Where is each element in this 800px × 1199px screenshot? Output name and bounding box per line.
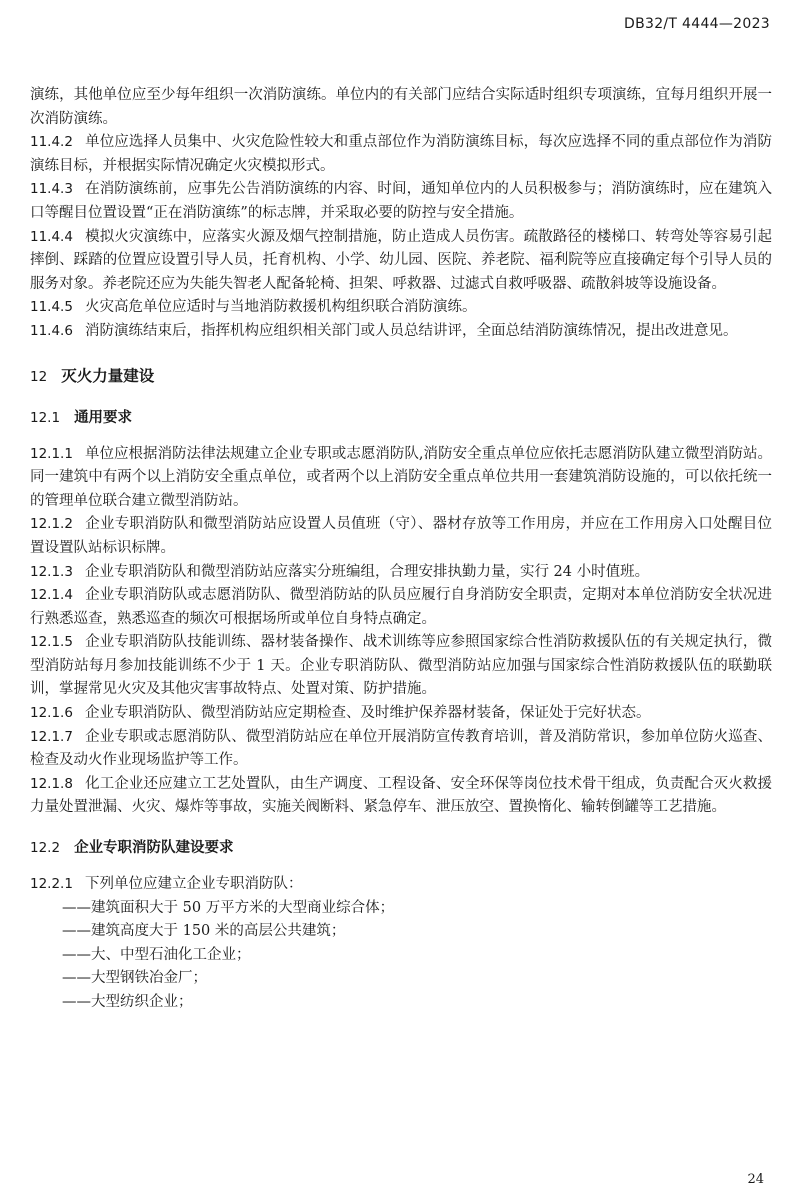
section-number: 12 (30, 368, 48, 385)
standard-code: DB32/T 4444—2023 (624, 16, 770, 32)
clause-number: 11.4.5 (30, 299, 73, 316)
section-number: 12.1 (30, 409, 61, 426)
section-number: 12.2 (30, 840, 61, 857)
clause-number: 11.4.3 (30, 181, 73, 198)
list-item: ——大型钢铁冶金厂； (62, 970, 207, 987)
clause-11-4-6: 11.4.6 消防演练结束后，指挥机构应组织相关部门或人员总结讲评，全面总结消防演练情况，提出改进意见。 (30, 320, 772, 344)
clause-number: 12.1.6 (30, 705, 73, 722)
list-item: ——建筑高度大于 150 米的高层公共建筑； (62, 923, 346, 940)
clause-number: 11.4.4 (30, 228, 73, 245)
clause-number: 12.1.1 (30, 445, 73, 462)
clause-11-4-3: 11.4.3 在消防演练前，应事先公告消防演练的内容、时间，通知单位内的人员积极参与；消防演练时，应在建筑入口等醒目位置设置“正在消防演练”的标志牌，并采取必要的防控与安全措施。 (30, 178, 772, 225)
clause-number: 12.1.5 (30, 634, 73, 651)
clause-number: 12.1.8 (30, 775, 73, 792)
clause-12-1-2: 12.1.2 企业专职消防队和微型消防站应设置人员值班（守）、器材存放等工作用房，并应在工作用房入口处醒目位置设置队站标识标牌。 (30, 513, 772, 560)
list-item: ——大、中型石油化工企业； (62, 946, 251, 963)
clause-12-1-3: 12.1.3 企业专职消防队和微型消防站应落实分班编组，合理安排执勤力量，实行 24 小时值班。 (30, 561, 772, 585)
subsection-heading-12-1: 12.1 通用要求 (30, 409, 133, 426)
document-body (30, 84, 772, 1015)
clause-number: 12.1.7 (30, 728, 73, 745)
clause-11-4-5: 11.4.5 火灾高危单位应适时与当地消防救援机构组织联合消防演练。 (30, 296, 772, 320)
clause-number: 12.1.2 (30, 516, 73, 533)
subsection-heading-12-2: 12.2 企业专职消防队建设要求 (30, 840, 234, 857)
clause-12-2-1: 12.2.1 下列单位应建立企业专职消防队： (30, 873, 772, 897)
clause-number: 11.4.6 (30, 322, 73, 339)
clause-11-4-2: 11.4.2 单位应选择人员集中、火灾危险性较大和重点部位作为消防演练目标，每次应选择不同的重点部位作为消防演练目标，并根据实际情况确定火灾模拟形式。 (30, 131, 772, 178)
clause-12-1-7: 12.1.7 企业专职或志愿消防队、微型消防站应在单位开展消防宣传教育培训，普及消防常识，参加单位防火巡查、检查及动火作业现场监护等工作。 (30, 726, 772, 773)
clause-11-4-4: 11.4.4 模拟火灾演练中，应落实火源及烟气控制措施，防止造成人员伤害。疏散路径的楼梯口、转弯处等容易引起摔倒、踩踏的位置应设置引导人员，托育机构、小学、幼儿园、医院、养老院、福利院等应直接确定每个引导人员的服务对象。养老院还应为失能失智老人配备轮椅、担架、呼救器、过滤式自救呼吸器、疏散斜坡等设施设备。 (30, 226, 772, 297)
clause-12-1-5: 12.1.5 企业专职消防队技能训练、器材装备操作、战术训练等应参照国家综合性消防救援队伍的有关规定执行，微型消防站每月参加技能训练不少于 1 天。企业专职消防队、微型消防站应加强与国家综合性消防救援队伍的联勤联训，掌握常见火灾及其他灾害事故特点、处置对策、防护措施。 (30, 631, 772, 702)
list-item: ——建筑面积大于 50 万平方米的大型商业综合体； (62, 899, 395, 916)
clause-number: 12.2.1 (30, 876, 73, 893)
clause-number: 12.1.3 (30, 563, 73, 580)
section-heading-12: 12 灭火力量建设 (30, 366, 155, 385)
paragraph-continued: 演练，其他单位应至少每年组织一次消防演练。单位内的有关部门应结合实际适时组织专项演练，宜每月组织开展一次消防演练。 (30, 87, 772, 127)
clause-12-1-4: 12.1.4 企业专职消防队或志愿消防队、微型消防站的队员应履行自身消防安全职责，定期对本单位消防安全状况进行熟悉巡查，熟悉巡查的频次可根据场所或单位自身特点确定。 (30, 584, 772, 631)
clause-12-1-8: 12.1.8 化工企业还应建立工艺处置队，由生产调度、工程设备、安全环保等岗位技术骨干组成，负责配合灭火救援力量处置泄漏、火灾、爆炸等事故，实施关阀断料、紧急停车、泄压放空、置换惰化、输转倒罐等工艺措施。 (30, 773, 772, 820)
list-item: ——大型纺织企业； (62, 994, 193, 1010)
page-number: 24 (747, 1172, 764, 1187)
clause-12-1-6: 12.1.6 企业专职消防队、微型消防站应定期检查、及时维护保养器材装备，保证处于完好状态。 (30, 702, 772, 726)
clause-12-1-1: 12.1.1 单位应根据消防法律法规建立企业专职或志愿消防队,消防安全重点单位应依托志愿消防队建立微型消防站。同一建筑中有两个以上消防安全重点单位，或者两个以上消防安全重点单位共用一套建筑消防设施的，可以依托统一的管理单位联合建立微型消防站。 (30, 443, 772, 514)
clause-number: 11.4.2 (30, 134, 73, 151)
clause-number: 12.1.4 (30, 587, 73, 604)
